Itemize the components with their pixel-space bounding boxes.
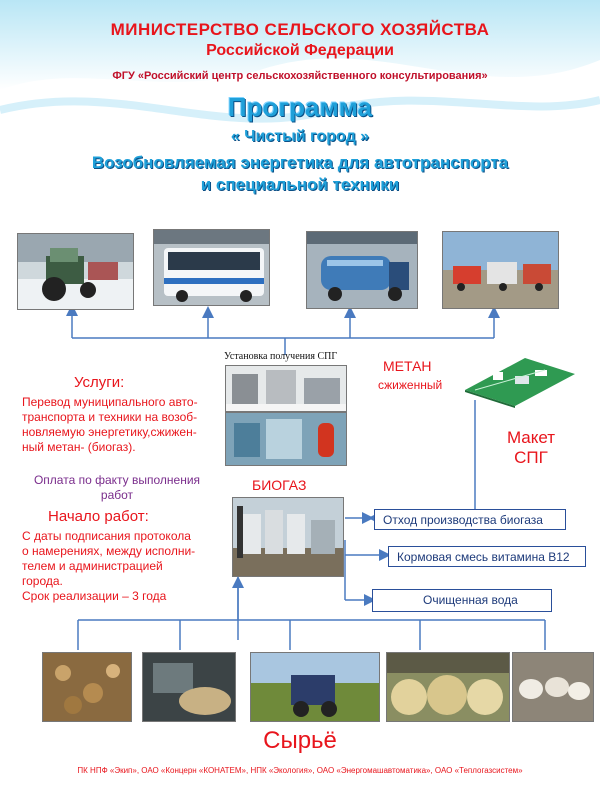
ministry-title: МИНИСТЕРСТВО СЕЛЬСКОГО ХОЗЯЙСТВА: [110, 20, 490, 39]
raw-chipper-photo: [142, 652, 236, 722]
spg-model-image: [455, 350, 580, 408]
methane-label: [383, 358, 432, 374]
payment-note: [22, 473, 212, 503]
start-line: города.: [22, 574, 63, 588]
bus-photo: [153, 229, 270, 306]
fgu-title: ФГУ «Российский центр сельскохозяйственного консультирования»: [112, 70, 488, 82]
biogas-label: БИОГАЗ: [252, 477, 307, 493]
spg-plant-photo-bottom: [225, 412, 347, 466]
start-line: телем и администрацией: [22, 559, 163, 573]
raw-hay-bales-photo: [386, 652, 510, 722]
services-line: транспорта и техники на возоб-: [22, 410, 198, 424]
model-spg-label: [500, 428, 562, 468]
biogas-plant-photo: [232, 497, 344, 577]
spg-plant-photo-top: [225, 365, 347, 412]
services-line: ный метан- (биогаз).: [22, 440, 136, 454]
raw-livestock-photo: [512, 652, 594, 722]
start-text: [22, 529, 195, 604]
raw-materials-label: Сырьё: [263, 727, 337, 754]
spg-plant-label: Установка получения СПГ: [224, 351, 338, 362]
payment-line-2: работ: [100, 488, 134, 502]
start-title: Начало работ:: [48, 508, 149, 525]
federation-title: Российской Федерации: [206, 42, 394, 59]
model-line-1: Макет: [506, 428, 556, 447]
output-biogas-waste: Отход производства биогаза: [374, 509, 566, 530]
services-line: новляемую энергетику,сжижен-: [22, 425, 197, 439]
start-line: о намерениях, между исполни-: [22, 544, 196, 558]
methane-liquefied-label: сжиженный: [378, 378, 443, 392]
partners-footer: ПК НПФ «Экип», ОАО «Концерн «КОНАТЕМ», НПК «Экология», ОАО «Энергомашавтоматика», ОАО «Теплогазсистем»: [77, 766, 523, 775]
program-name: « Чистый город »: [230, 128, 370, 145]
start-line: Срок реализации – 3 года: [22, 589, 167, 603]
tractor-photo: [17, 233, 134, 310]
subtitle-line-2: и специальной техники: [200, 175, 400, 194]
output-clean-water: Очищенная вода: [372, 589, 552, 612]
raw-harvest-photo: [250, 652, 380, 722]
services-text: [22, 395, 198, 455]
subtitle-line-1: Возобновляемая энергетика для автотранспорта: [91, 153, 509, 172]
services-title: Услуги:: [74, 374, 125, 391]
trucks-photo: [442, 231, 559, 309]
program-title: Программа: [227, 92, 373, 122]
model-line-2: СПГ: [514, 448, 548, 467]
truck-photo: [306, 231, 418, 309]
start-line: С даты подписания протокола: [22, 529, 191, 543]
output-feed-mix: Кормовая смесь витамина В12: [388, 546, 586, 567]
raw-wood-chips-photo: [42, 652, 132, 722]
methane-line-1: МЕТАН: [383, 358, 432, 374]
services-line: Перевод муниципального авто-: [22, 395, 198, 409]
payment-line-1: Оплата по факту выполнения: [33, 473, 201, 487]
